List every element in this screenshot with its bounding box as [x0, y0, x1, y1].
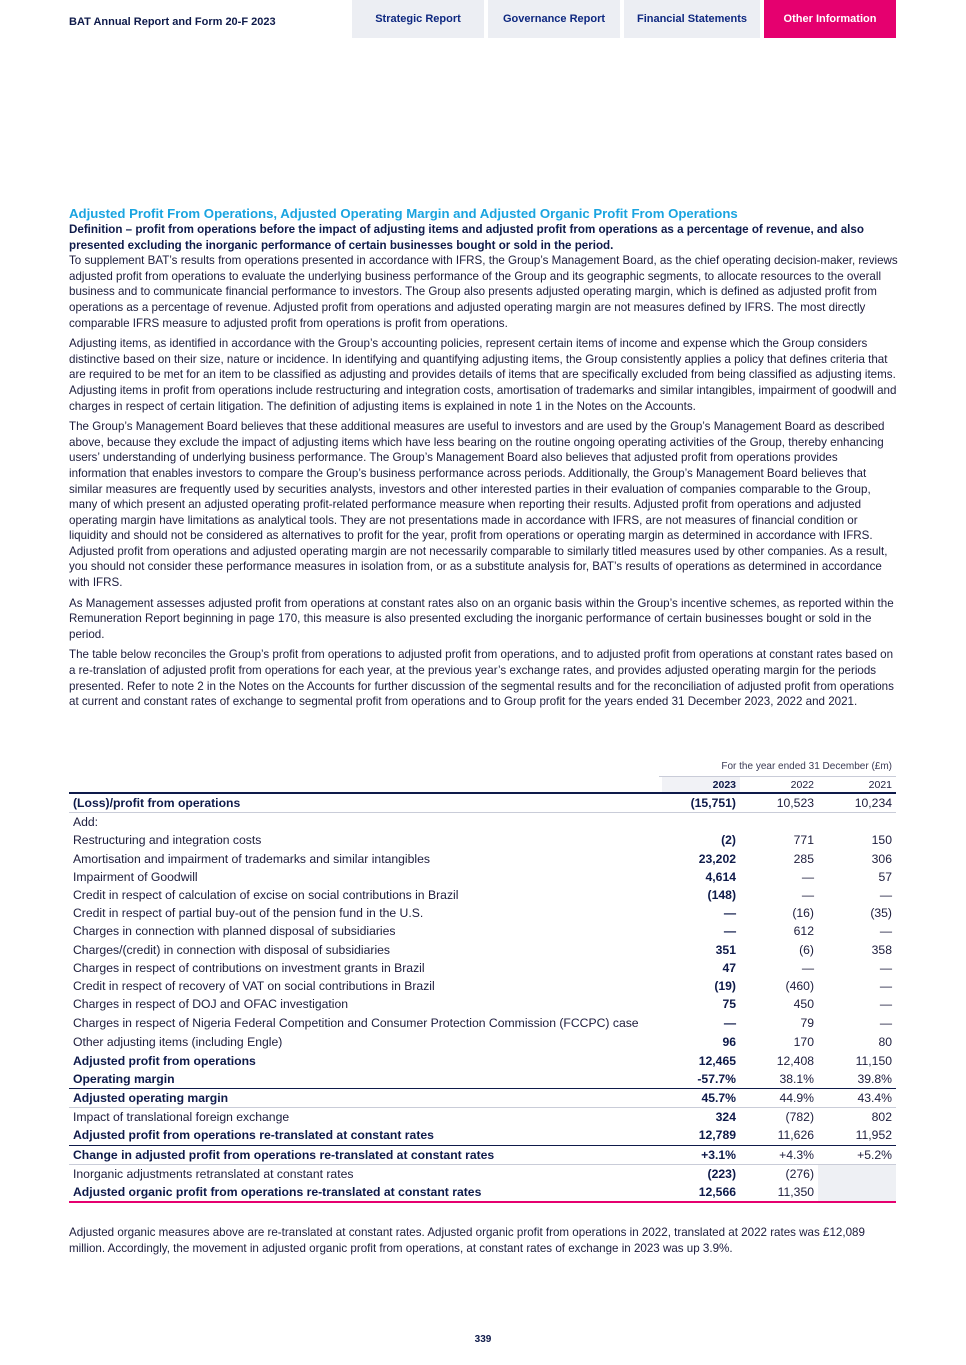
year-header-2021: 2021: [868, 779, 892, 791]
table-row: Adjusted operating margin 45.7% 44.9% 43.4%: [69, 1089, 896, 1108]
table-row: Impact of translational foreign exchange 324 (782) 802: [73, 1110, 892, 1125]
table-row: Adjusted profit from operations re-translated at constant rates 12,789 11,626 11,952: [69, 1126, 896, 1145]
table-row: Credit in respect of recovery of VAT on social contributions in Brazil (19) (460) —: [73, 979, 892, 994]
table-row: Charges in connection with planned disposal of subsidiaries — 612 —: [73, 924, 892, 939]
tab-strategic-report[interactable]: Strategic Report: [352, 0, 484, 38]
table-row: Change in adjusted profit from operations re-translated at constant rates +3.1% +4.3% +5.2%: [69, 1146, 896, 1165]
table-row: Adjusted profit from operations 12,465 12,408 11,150: [73, 1053, 892, 1068]
section-content: [69, 206, 898, 715]
paragraph-5: The table below reconciles the Group’s profit from operations to adjusted profit from operations, and to adjusted profit from operations at constant rates based on a re-translation of adjusted profit from operations for each year, at the previous year’s exchange rates, and provides adjusted operating margin for the periods presented. Refer to note 2 in the Notes on the Accounts for further discussion of the segmental results and for the reconciliation of adjusted profit from operations at current and constant rates of exchange to segmental profit from operations and to Group profit for the years ended 31 December 2023, 2022 and 2021.: [69, 648, 894, 709]
table-footnote: Adjusted organic measures above are re-translated at constant rates. Adjusted organic profit from operations in 2022, translated at 2022 rates was £12,089 million. Accordingly, the movement in adjusted organic profit from operations, at constant rates of exchange in 2023 was up 3.9%.: [69, 1226, 865, 1255]
year-header-2023: 2023: [662, 777, 740, 792]
table-row: Charges in respect of DOJ and OFAC investigation 75 450 —: [73, 997, 892, 1012]
table-row: Amortisation and impairment of trademarks and similar intangibles 23,202 285 306: [73, 851, 892, 866]
page-number: 339: [474, 1334, 492, 1345]
tab-other-information[interactable]: Other Information: [764, 0, 896, 38]
reconciliation-table: [69, 757, 896, 1203]
table-row: Adjusted organic profit from operations re-translated at constant rates 12,566 11,350: [69, 1183, 896, 1203]
table-row: Impairment of Goodwill 4,614 — 57: [73, 869, 892, 884]
table-row: Charges in respect of Nigeria Federal Competition and Consumer Protection Commission (FCCPC) case — 79 —: [73, 1016, 892, 1031]
table-row: Credit in respect of calculation of excise on social contributions in Brazil (148) — —: [73, 888, 892, 903]
table-row: Credit in respect of partial buy-out of the pension fund in the U.S. — (16) (35): [73, 906, 892, 921]
table-row: (Loss)/profit from operations (15,751) 10,523 10,234: [69, 794, 896, 813]
top-navigation-bar: [0, 0, 966, 38]
table-caption: For the year ended 31 December (£m): [659, 757, 896, 777]
table-row: Restructuring and integration costs (2) 771 150: [73, 833, 892, 848]
table-row: Charges in respect of contributions on investment grants in Brazil 47 — —: [73, 960, 892, 975]
tab-governance-report[interactable]: Governance Report: [488, 0, 620, 38]
paragraph-2: Adjusting items, as identified in accordance with the Group’s accounting policies, represent certain items of income and expense which the Group considers distinctive based on their size, nature or incidence. In identifying and quantifying adjusting items, the Group consistently applies a policy that defines criteria that are required to be met for an item to be classified as adjusting and provides details of items that are specifically excluded from being classified as adjusting items. Adjusting items in profit from operations include restructuring and integration costs, amortisation of trademarks and similar intangibles, impairment of goodwill and charges in respect of certain litigation. The definition of adjusting items is explained in note 1 in the Notes on the Accounts.: [69, 337, 897, 413]
document-title: BAT Annual Report and Form 20-F 2023: [69, 16, 276, 28]
table-header-row: [69, 777, 896, 794]
paragraph-1: To supplement BAT’s results from operations presented in accordance with IFRS, the Group’s Management Board, as the chief operating decision-maker, reviews adjusted profit from operations to evaluate the underlying business performance of the Group and its geographic segments, to allocate resources to the overall business and to communicate financial performance to investors. The Group also presents adjusted operating margin, which is defined as adjusted profit from operations as a percentage of revenue. Adjusted profit from operations and adjusted operating margin are not measures defined by IFRS. The most directly comparable IFRS measure to adjusted profit from operations is profit from operations.: [69, 254, 898, 330]
section-definition: Definition – profit from operations before the impact of adjusting items and adjusted profit from operations as a percentage of revenue, and also presented excluding the inorganic performance of certain businesses bought or sold in the period.: [69, 223, 864, 252]
paragraph-3: The Group’s Management Board believes that these additional measures are useful to investors and are used by the Group’s Management Board as described above, because they exclude the impact of adjusting items which have less bearing on the routine ongoing operating activities of the Group, thereby enhancing users’ understanding of underlying business performance. The Group’s Management Board also believes that adjusted profit from operations provides information that enables investors to compare the Group’s business performance across periods. Additionally, the Group’s Management Board believes that similar measures are frequently used by securities analysts, investors and other interested parties in their evaluation of companies comparable to the Group, many of which present an adjusted operating profit-related performance measure when reporting their results. Adjusted profit from operations and adjusted operating margin have limitations as analytical tools. They are not presentations made in accordance with IFRS, are not measures of financial condition or liquidity and should not be considered as alternatives to profit for the year, profit from operations or operating margin as determined in accordance with IFRS. Adjusted profit from operations and adjusted operating margin are not necessarily comparable to similarly titled measures used by other companies. As a result, you should not consider these performance measures in isolation from, or as a substitute analysis for, BAT’s results of operations as determined in accordance with IFRS.: [69, 420, 888, 590]
paragraph-4: As Management assesses adjusted profit from operations at constant rates also on an organic basis within the Group’s incentive schemes, as reported within the Remuneration Report beginning in page 170, this measure is also presented excluding the inorganic performance of certain businesses bought or sold in the period.: [69, 596, 894, 641]
table-row: Operating margin -57.7% 38.1% 39.8%: [69, 1070, 896, 1089]
table-row: Inorganic adjustments retranslated at constant rates (223) (276): [69, 1165, 896, 1183]
table-row: Add:: [73, 815, 99, 830]
section-title: Adjusted Profit From Operations, Adjusted Operating Margin and Adjusted Organic Profit From Operations: [69, 206, 738, 221]
table-row: Charges/(credit) in connection with disposal of subsidiaries 351 (6) 358: [73, 942, 892, 957]
table-row: Other adjusting items (including Engle) 96 170 80: [73, 1035, 892, 1050]
tab-financial-statements[interactable]: Financial Statements: [624, 0, 760, 38]
year-header-2022: 2022: [790, 779, 814, 791]
